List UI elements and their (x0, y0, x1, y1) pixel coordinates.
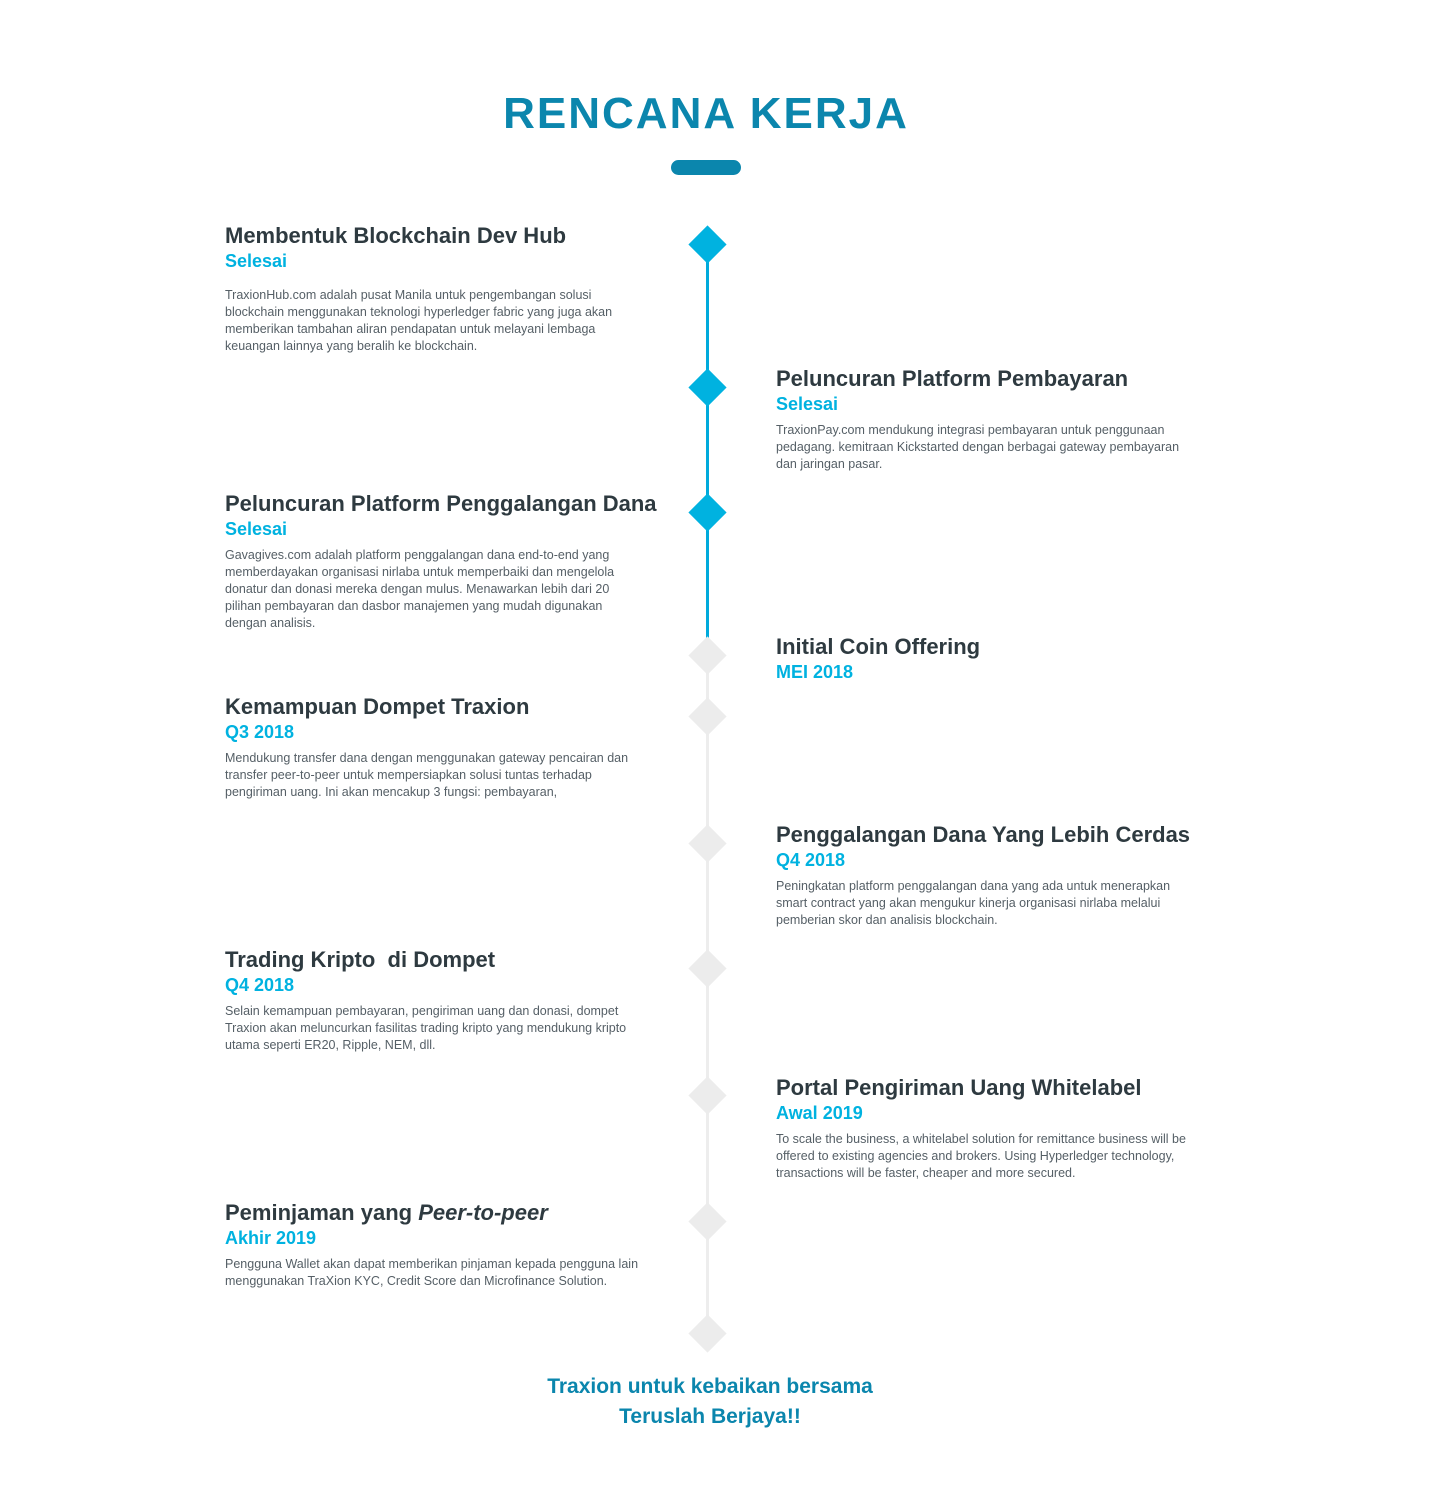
milestone-item (776, 366, 1216, 473)
milestone-description: Peningkatan platform penggalangan dana yang ada untuk menerapkan smart contract yang akan mengukur kinerja organisasi nirlaba melalui pemberian skor dan analisis blockchain. (776, 879, 1171, 927)
page-title: RENCANA KERJA (503, 89, 909, 138)
footer-line-2: Teruslah Berjaya!! (619, 1405, 801, 1428)
milestone-description: To scale the business, a whitelabel solution for remittance business will be offered to existing agencies and brokers. Using Hyperledger technology, transactions will be faster, cheaper and more secured. (776, 1132, 1186, 1180)
milestone-item (225, 223, 665, 355)
milestone-description: Pengguna Wallet akan dapat memberikan pinjaman kepada pengguna lain menggunakan TraXion KYC, Credit Score dan Microfinance Solution. (225, 1257, 639, 1288)
milestone-status: Selesai (225, 519, 288, 539)
milestone-marker-upcoming (688, 824, 726, 862)
milestone-description: Mendukung transfer dana dengan menggunakan gateway pencairan dan transfer peer-to-peer untuk mempersiapkan solusi tuntas terhadap pengiriman uang. Ini akan mencakup 3 fungsi: pembayaran, (225, 751, 629, 799)
milestone-item (225, 694, 665, 801)
footer-line-1: Traxion untuk kebaikan bersama (547, 1375, 873, 1398)
milestone-title: Penggalangan Dana Yang Lebih Cerdas (776, 822, 1191, 847)
milestone-title: Peluncuran Platform Pembayaran (776, 366, 1129, 391)
milestone-item (776, 634, 1216, 684)
milestone-status: Q4 2018 (776, 850, 846, 870)
milestone-marker-completed (688, 225, 726, 263)
milestone-item (225, 1200, 665, 1290)
milestone-marker-completed (688, 493, 726, 531)
milestone-marker-upcoming (688, 949, 726, 987)
milestone-item (225, 491, 665, 632)
milestone-status: Akhir 2019 (225, 1228, 317, 1248)
milestone-marker-upcoming (688, 1076, 726, 1114)
milestone-status: Q4 2018 (225, 975, 295, 995)
milestone-title (225, 1200, 665, 1226)
milestone-description: TraxionHub.com adalah pusat Manila untuk pengembangan solusi blockchain menggunakan teknologi hyperledger fabric yang juga akan memberikan tambahan aliran pendapatan untuk melayani lembaga keuangan lainnya yang beralih ke blockchain. (225, 288, 613, 353)
milestone-title: Peluncuran Platform Penggalangan Dana (225, 491, 657, 516)
milestone-description: Gavagives.com adalah platform penggalangan dana end-to-end yang memberdayakan organisasi nirlaba untuk memperbaiki dan mengelola donatur dan donasi mereka dengan mulus. Menawarkan lebih dari 20 pilihan pembayaran dan dasbor manajemen yang mudah digunakan dengan analisis. (225, 548, 615, 630)
title-underline (671, 160, 741, 175)
footer-tagline (460, 1372, 960, 1432)
milestone-description: TraxionPay.com mendukung integrasi pembayaran untuk penggunaan pedagang. kemitraan Kickstarted dengan berbagai gateway pembayaran dan jaringan pasar. (776, 423, 1180, 471)
milestone-marker-completed (688, 368, 726, 406)
milestone-title-text: Peminjaman yang (225, 1200, 419, 1225)
milestone-item (776, 1075, 1216, 1182)
milestone-status: Q3 2018 (225, 722, 295, 742)
milestone-description: Selain kemampuan pembayaran, pengiriman uang dan donasi, dompet Traxion akan meluncurkan fasilitas trading kripto yang mendukung kripto utama seperti ER20, Ripple, NEM, dll. (225, 1004, 627, 1052)
milestone-marker-upcoming (688, 636, 726, 674)
milestone-title: Portal Pengiriman Uang Whitelabel (776, 1075, 1142, 1100)
timeline-line-completed (706, 245, 709, 640)
milestone-title: Initial Coin Offering (776, 634, 981, 659)
milestone-status: Awal 2019 (776, 1103, 863, 1123)
milestone-item (225, 947, 665, 1054)
milestone-title: Kemampuan Dompet Traxion (225, 694, 530, 719)
milestone-item (776, 822, 1216, 929)
milestone-title: Membentuk Blockchain Dev Hub (225, 223, 567, 248)
milestone-status: Selesai (776, 394, 839, 414)
milestone-marker-upcoming (688, 697, 726, 735)
milestone-title: Trading Kripto di Dompet (225, 947, 496, 972)
milestone-title-italic: Peer-to-peer (418, 1200, 548, 1225)
milestone-marker-upcoming (688, 1202, 726, 1240)
milestone-marker-upcoming (688, 1314, 726, 1352)
milestone-status: MEI 2018 (776, 662, 854, 682)
milestone-status: Selesai (225, 251, 288, 271)
